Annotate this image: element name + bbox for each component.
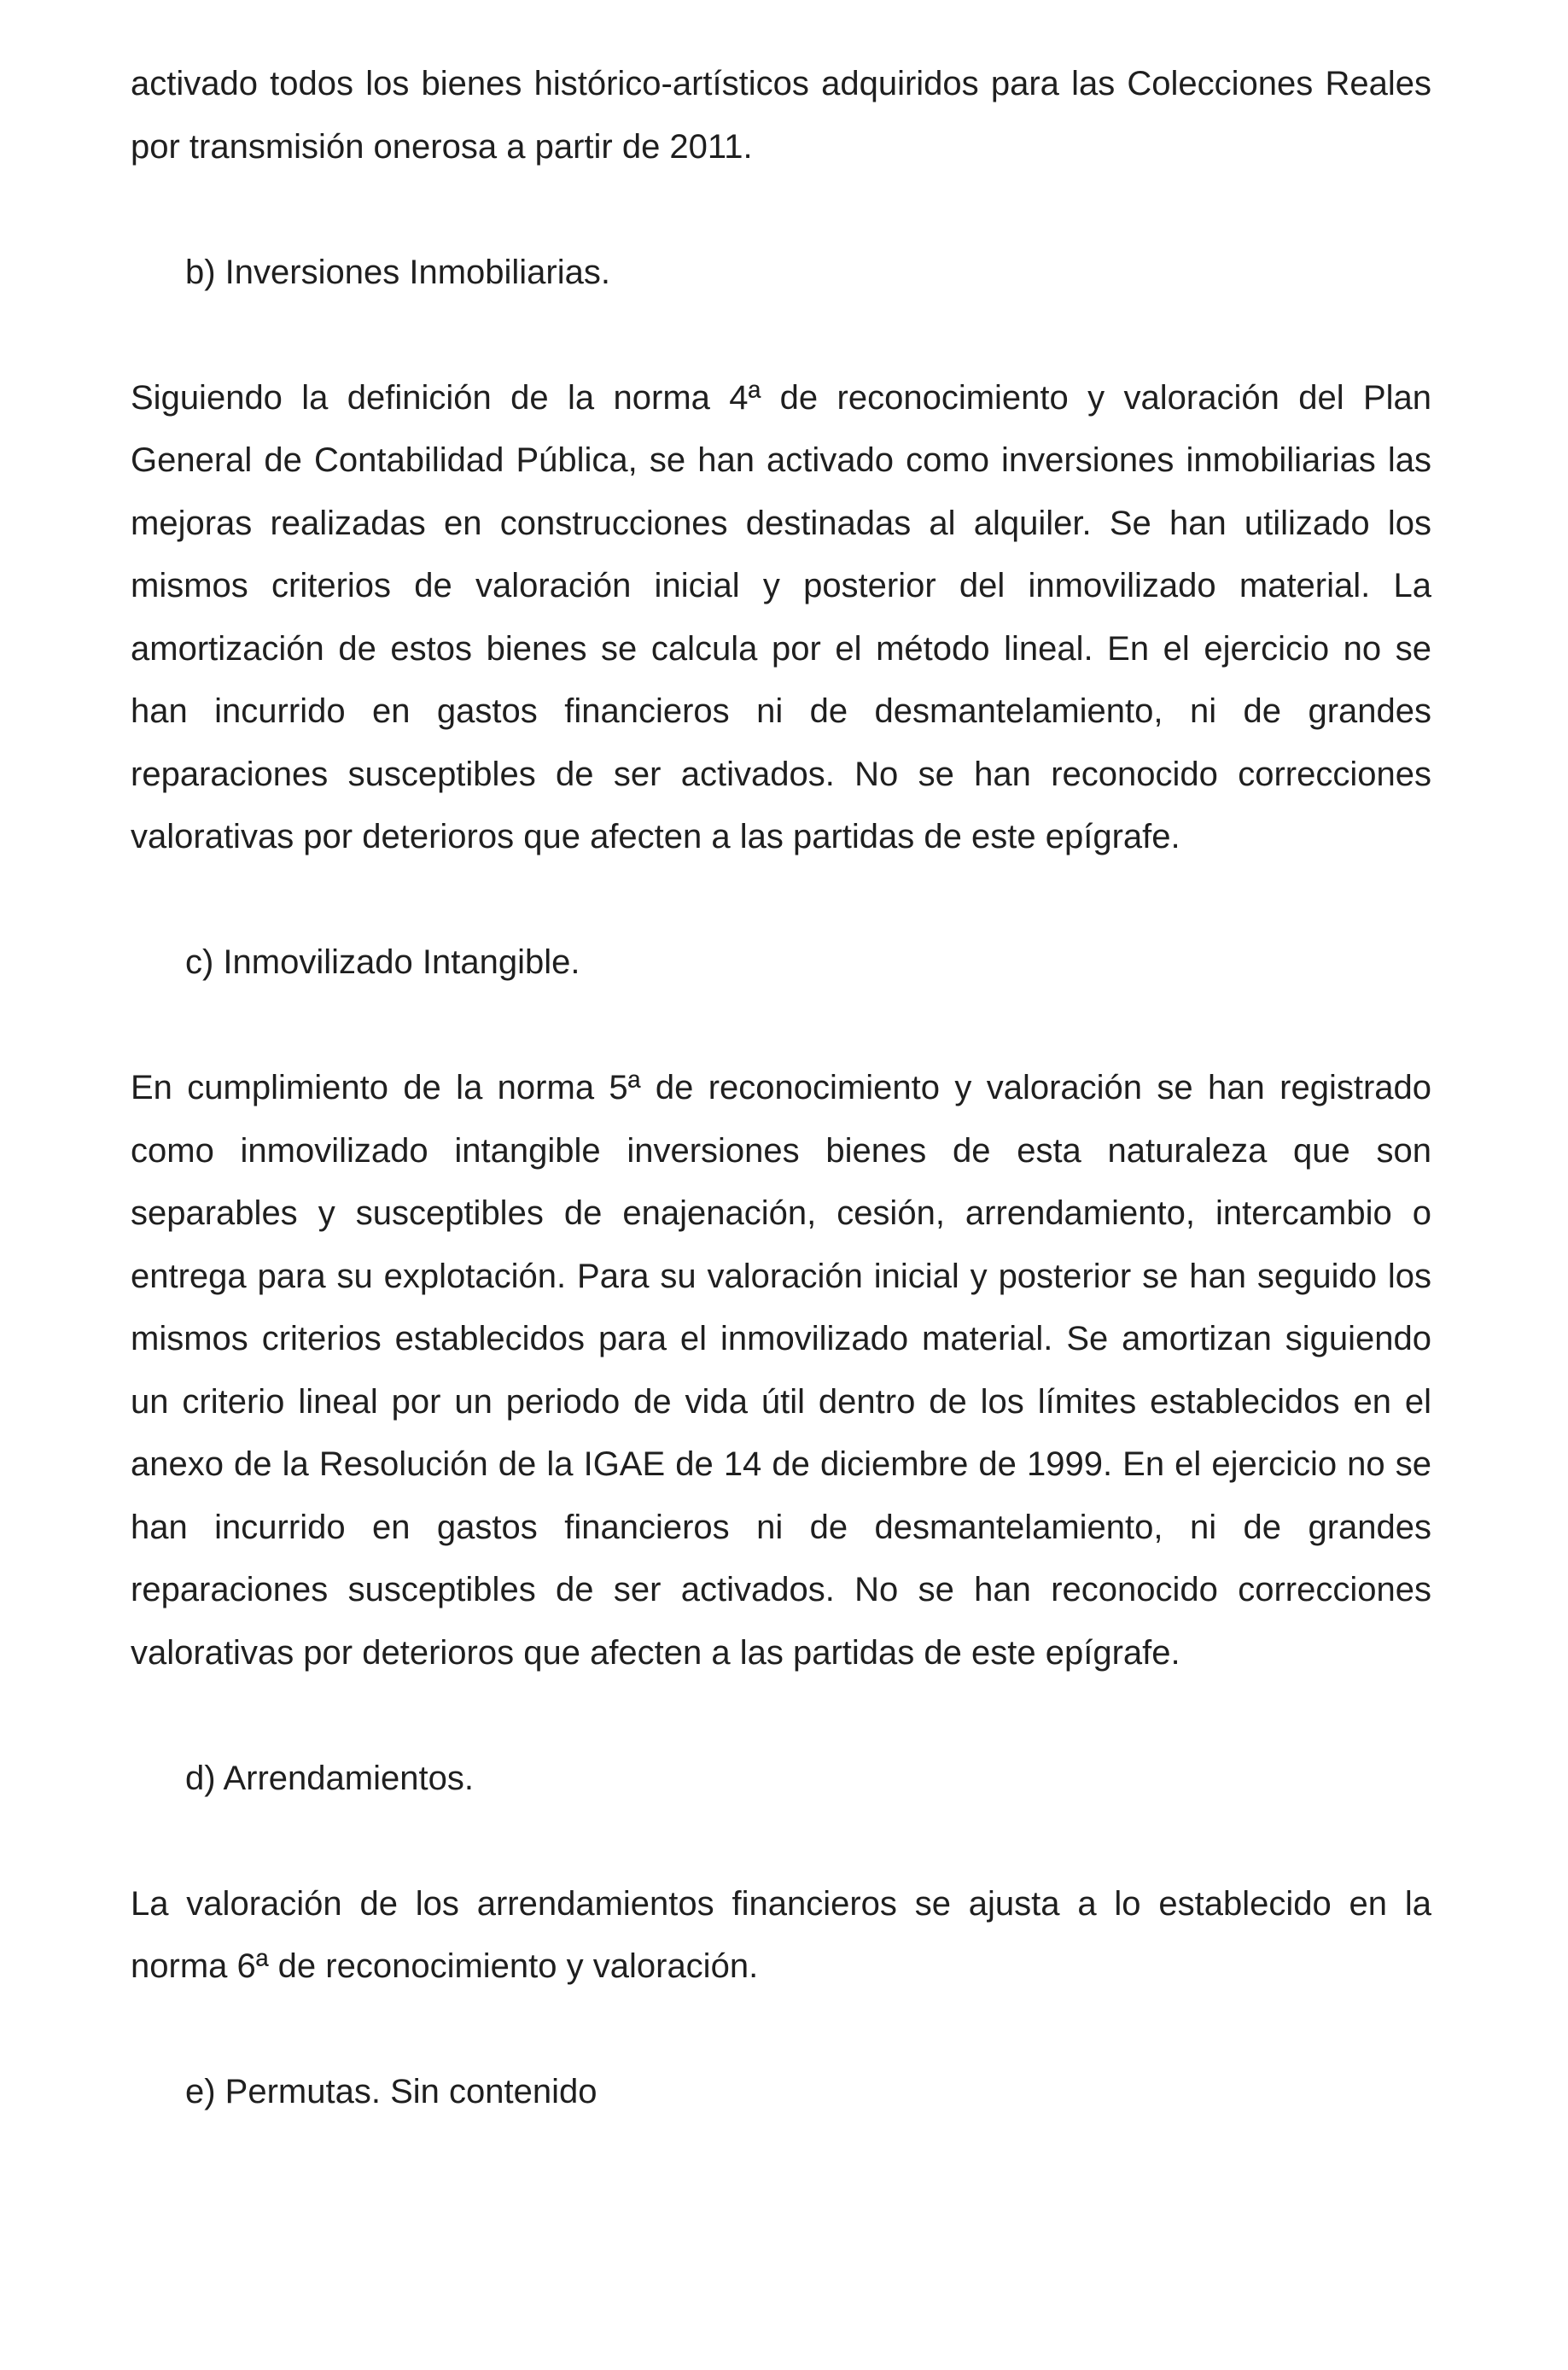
paragraph-inmovilizado-intangible: En cumplimiento de la norma 5ª de reconocimiento y valoración se han registrado como inmovilizado intangible inversiones bienes de esta naturaleza que son separables y susceptibles de enajenación, cesión, arrendamiento, intercambio o entrega para su explotación. Para su valoración inicial y posterior se han seguido los mismos criterios establecidos para el inmovilizado material. Se amortizan siguiendo un criterio lineal por un periodo de vida útil dentro de los límites establecidos en el anexo de la Resolución de la IGAE de 14 de diciembre de 1999. En el ejercicio no se han incurrido en gastos financieros ni de desmantelamiento, ni de grandes reparaciones susceptibles de ser activados. No se han reconocido correcciones valorativas por deterioros que afecten a las partidas de este epígrafe. (131, 1069, 1431, 1672)
spacer (131, 995, 1431, 1058)
spacer (131, 1999, 1431, 2062)
heading-inmovilizado-intangible: c) Inmovilizado Intangible. (185, 943, 580, 981)
heading-inversiones-inmobiliarias: b) Inversiones Inmobiliarias. (185, 253, 610, 291)
spacer (131, 178, 1431, 242)
spacer (131, 1684, 1431, 1748)
heading-permutas: e) Permutas. Sin contenido (185, 2073, 597, 2110)
heading-arrendamientos: d) Arrendamientos. (185, 1759, 474, 1797)
spacer (131, 869, 1431, 932)
paragraph-arrendamientos: La valoración de los arrendamientos financieros se ajusta a lo establecido en la norma 6ª de reconocimiento y valoración. (131, 1884, 1431, 1985)
spacer (131, 304, 1431, 367)
spacer (131, 1810, 1431, 1873)
paragraph-colecciones-reales: activado todos los bienes histórico-artísticos adquiridos para las Colecciones Reales por transmisión onerosa a partir de 2011. (131, 65, 1431, 166)
paragraph-inversiones-inmobiliarias: Siguiendo la definición de la norma 4ª de reconocimiento y valoración del Plan General de Contabilidad Pública, se han activado como inversiones inmobiliarias las mejoras realizadas en construcciones destinadas al alquiler. Se han utilizado los mismos criterios de valoración inicial y posterior del inmovilizado material. La amortización de estos bienes se calcula por el método lineal. En el ejercicio no se han incurrido en gastos financieros ni de desmantelamiento, ni de grandes reparaciones susceptibles de ser activados. No se han reconocido correcciones valorativas por deterioros que afecten a las partidas de este epígrafe. (131, 378, 1431, 855)
